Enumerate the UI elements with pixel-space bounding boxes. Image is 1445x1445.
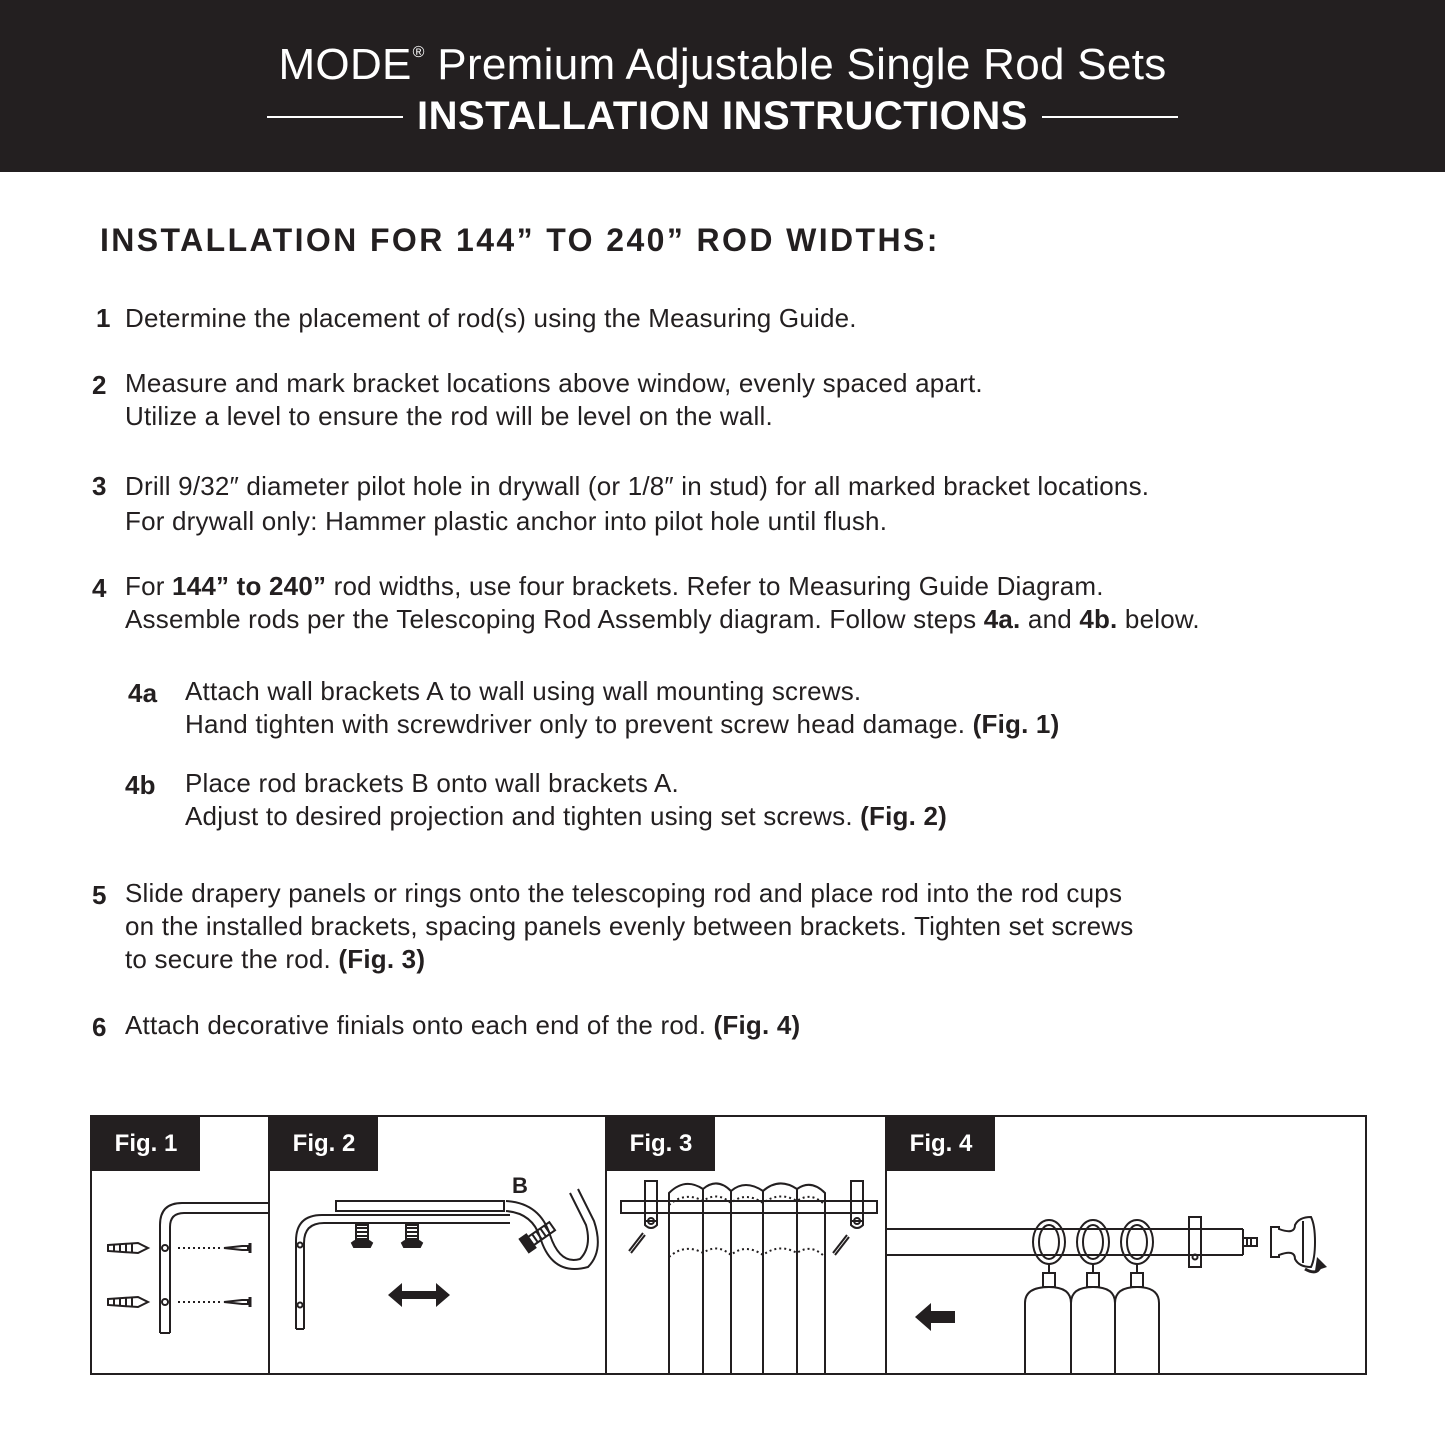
right-rule <box>1042 116 1178 118</box>
section-title: INSTALLATION FOR 144” TO 240” ROD WIDTHS: <box>100 222 940 258</box>
step-line: For 144” to 240” rod widths, use four brackets. Refer to Measuring Guide Diagram. <box>125 571 1104 601</box>
figures-strip <box>90 1115 1367 1375</box>
step-line: Hand tighten with screwdriver only to prevent screw head damage. (Fig. 1) <box>185 709 1060 739</box>
step-line: to secure the rod. (Fig. 3) <box>125 944 426 974</box>
step-text <box>185 767 947 833</box>
subtitle-text: INSTALLATION INSTRUCTIONS <box>417 94 1028 138</box>
figure-label: Fig. 3 <box>607 1117 715 1171</box>
figure-1 <box>92 1117 268 1373</box>
step-text <box>125 570 1200 636</box>
figure-2 <box>270 1117 605 1373</box>
brand-name: MODE <box>278 40 412 89</box>
step-line: Attach wall brackets A to wall using wall mounting screws. <box>185 676 862 706</box>
figure-label: Fig. 4 <box>887 1117 995 1171</box>
step-text <box>125 877 1133 976</box>
step-line: Utilize a level to ensure the rod will be level on the wall. <box>125 401 773 431</box>
step-number: 2 <box>92 370 107 400</box>
step-line: Measure and mark bracket locations above window, evenly spaced apart. <box>125 368 983 398</box>
figure-4 <box>887 1117 1365 1373</box>
double-arrow-icon <box>388 1283 450 1307</box>
step-line: Drill 9/32″ diameter pilot hole in drywall (or 1/8″ in stud) for all marked bracket locations. <box>125 471 1150 501</box>
bracket-b-letter: B <box>512 1173 528 1198</box>
step-text <box>125 470 1149 538</box>
step-number: 1 <box>96 303 111 333</box>
step-number: 4a <box>128 678 158 708</box>
step-line: Slide drapery panels or rings onto the telescoping rod and place rod into the rod cups <box>125 878 1123 908</box>
step-number: 4 <box>92 573 107 603</box>
step-text <box>125 367 983 433</box>
step-number: 4b <box>125 770 156 800</box>
header-banner <box>0 0 1445 172</box>
anchor-icon <box>108 1243 148 1253</box>
step-line: For drywall only: Hammer plastic anchor into pilot hole until flush. <box>125 506 888 536</box>
step-line: Place rod brackets B onto wall brackets A. <box>185 768 679 798</box>
step-line: Determine the placement of rod(s) using the Measuring Guide. <box>125 303 857 333</box>
step-text <box>125 302 857 335</box>
step-text <box>125 1009 800 1042</box>
step-number: 5 <box>92 880 107 910</box>
step-text <box>185 675 1059 741</box>
registered-mark: ® <box>412 44 425 61</box>
figure-3 <box>607 1117 885 1373</box>
header-title <box>0 40 1445 90</box>
header-subtitle <box>0 94 1445 139</box>
left-rule <box>267 116 403 118</box>
set-screw-icon <box>352 1225 372 1247</box>
step-line: Assemble rods per the Telescoping Rod Assembly diagram. Follow steps 4a. and 4b. below. <box>125 604 1200 634</box>
arrow-left-icon <box>915 1303 955 1331</box>
step-line: Attach decorative finials onto each end of the rod. (Fig. 4) <box>125 1010 801 1040</box>
product-title: Premium Adjustable Single Rod Sets <box>424 40 1167 89</box>
figure-label: Fig. 2 <box>270 1117 378 1171</box>
step-line: on the installed brackets, spacing panels evenly between brackets. Tighten set screws <box>125 911 1134 941</box>
step-number: 6 <box>92 1012 107 1042</box>
figure-label: Fig. 1 <box>92 1117 200 1171</box>
step-line: Adjust to desired projection and tighten using set screws. (Fig. 2) <box>185 801 947 831</box>
step-number: 3 <box>92 471 107 501</box>
